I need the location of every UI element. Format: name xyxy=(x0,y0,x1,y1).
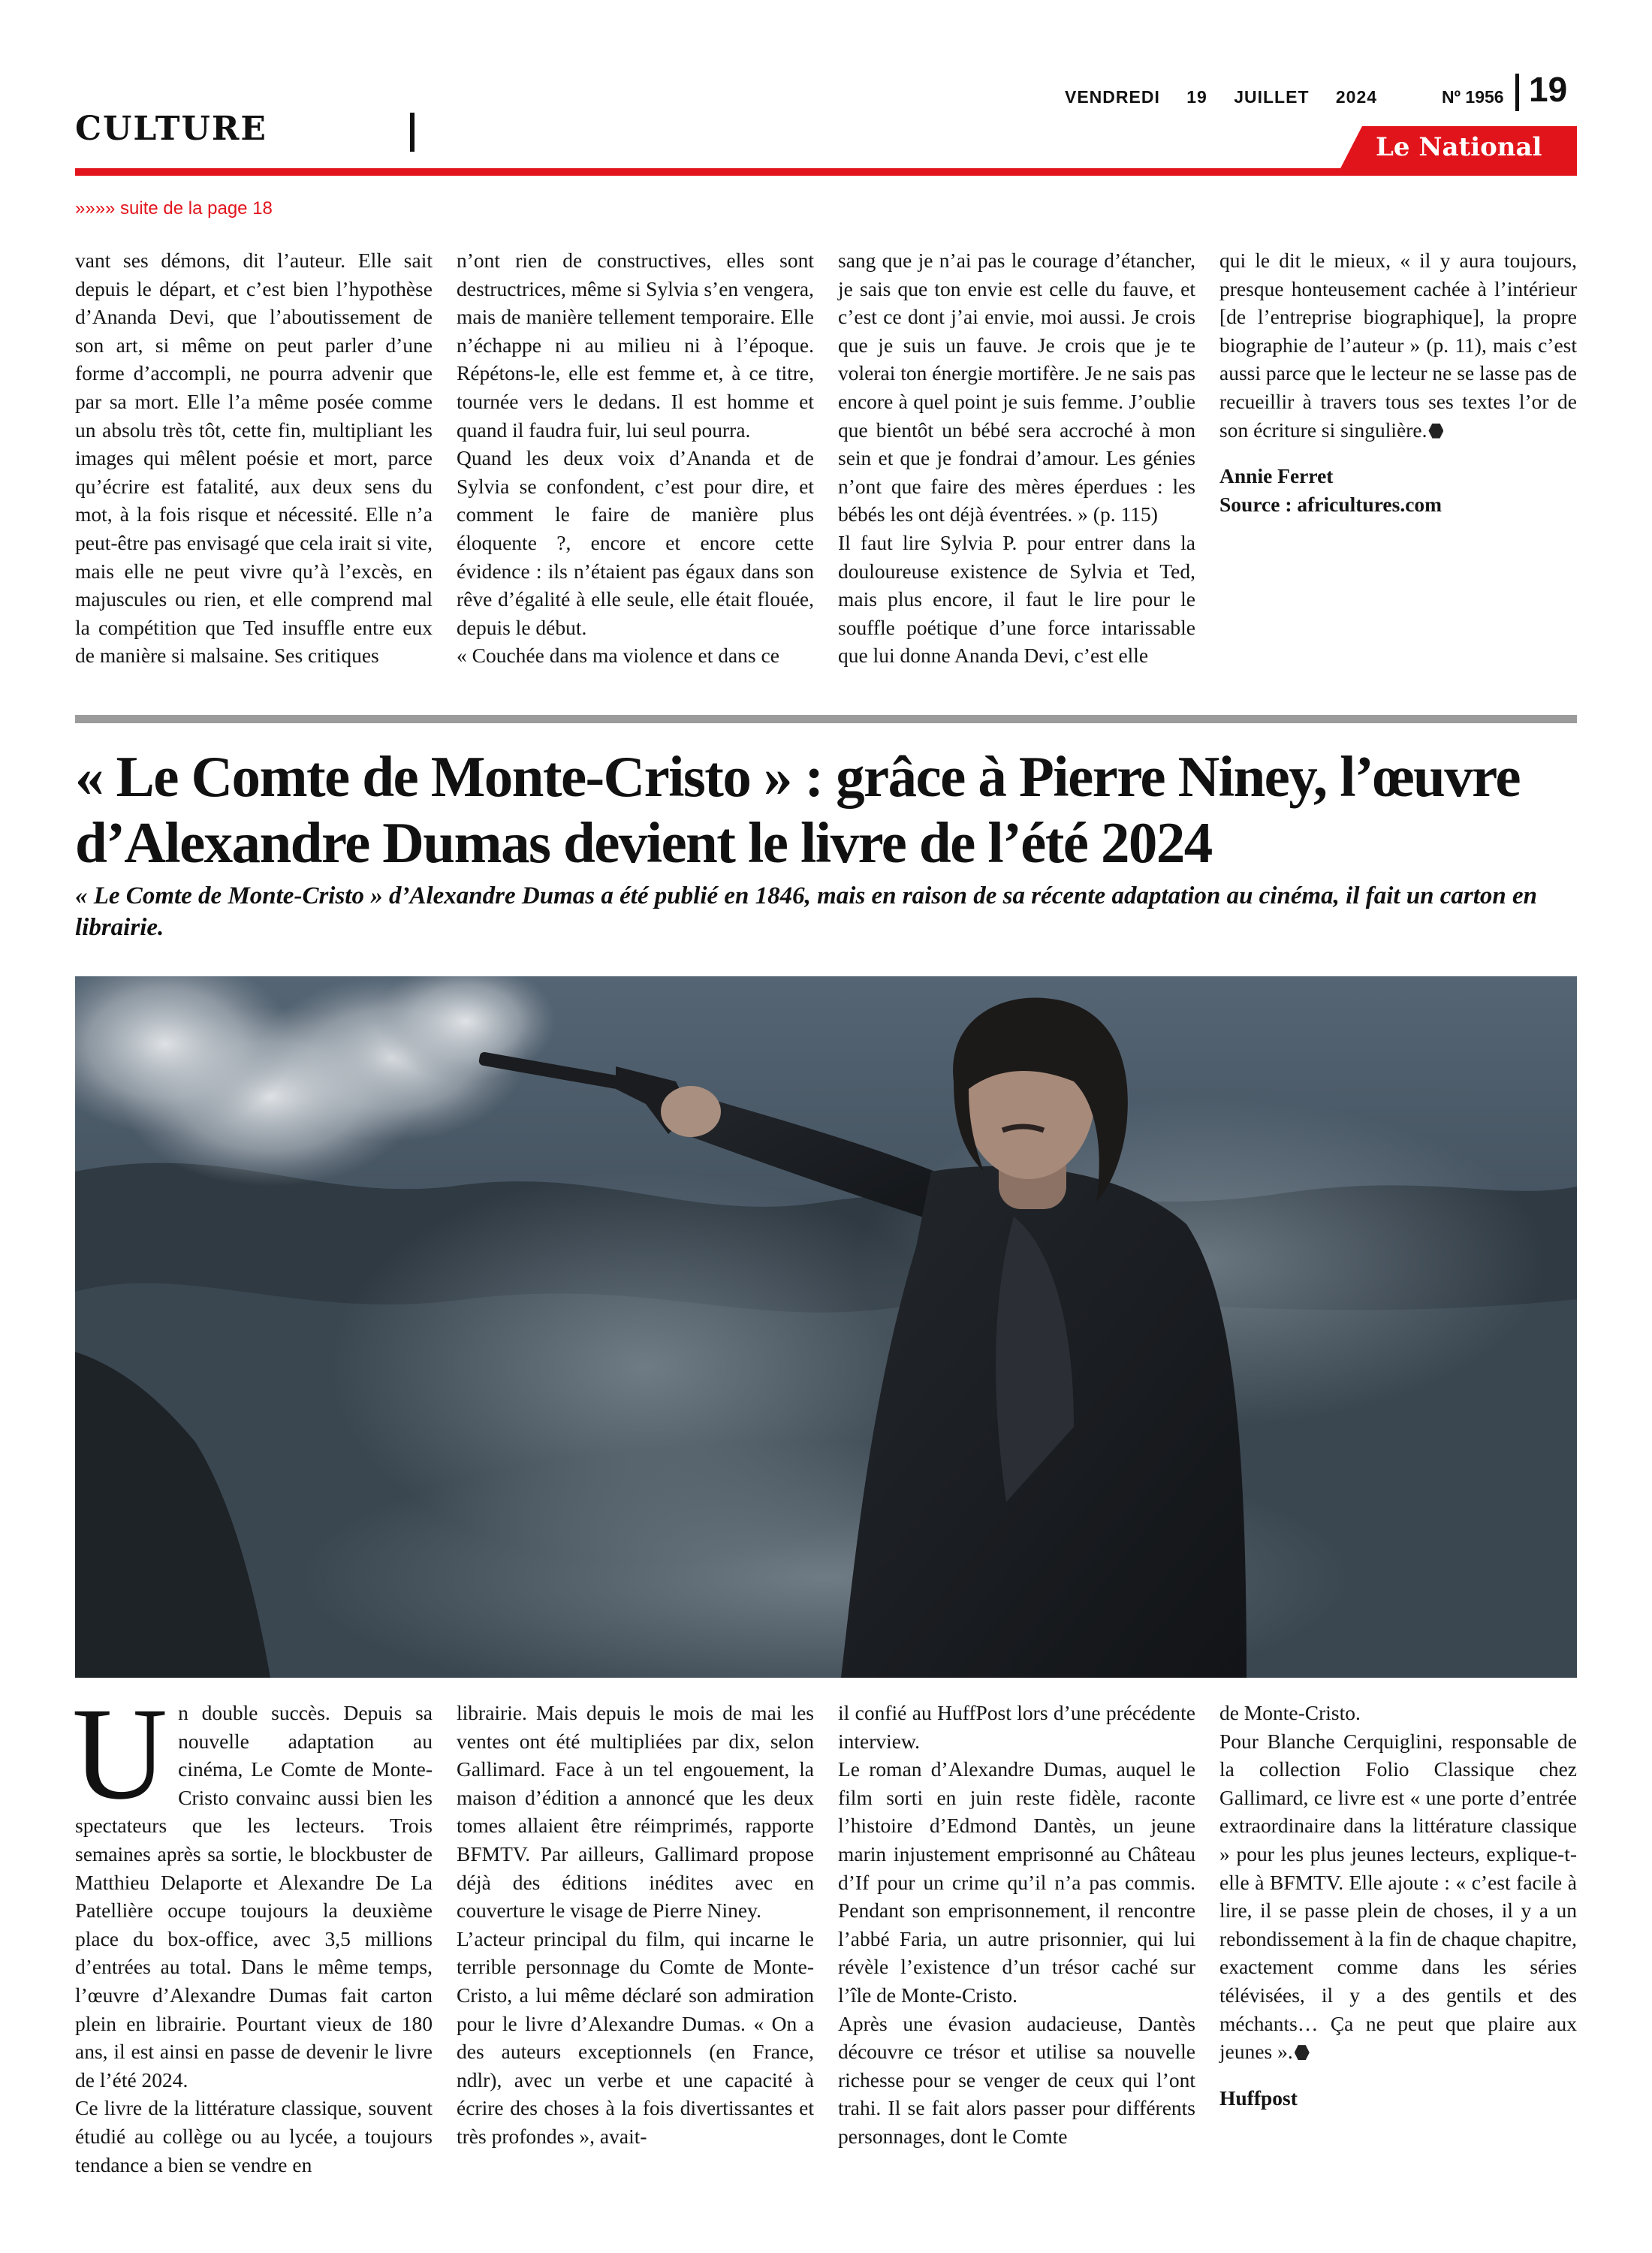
article-deck: « Le Comte de Monte-Cristo » d’Alexandre Dumas a été publié en 1846, mais en raison de sa récente adaptation au cinéma, il fait un carton en librairie. xyxy=(75,882,1538,941)
prev-paragraph-1b: n’ont rien de constructives, elles sont destructrices, même si Sylvia s’en vengera, mais de manière tellement temporaire. Elle n’échappe ni au milieu ni à l’époque. Répétons-le, elle est femme et, à ce titre, tournée vers le dedans. Il est homme et quand il faudra fuir, lui seul pourra. xyxy=(457,249,814,442)
continuation-link[interactable]: »»»» suite de la page 18 xyxy=(75,198,273,219)
article-paragraph-6: Pour Blanche Cerquiglini, responsable de la collection Folio Classique chez Gallimard, ce livre est « une porte d’entrée extraordinaire dans la littérature classique » pour les plus jeunes lecteurs, explique-t-elle à BFMTV. Elle ajoute : « c’est facile à lire, il se passe plein de choses, il y a un rebondissement à la fin de chaque chapitre, exactement comme dans les séries télévisées, il y a des gentils et des méchants… Ça ne peut que plaire aux jeunes ». xyxy=(1219,1729,1577,2064)
page-number: 19 xyxy=(1529,70,1568,109)
article-paragraph-3a: L’acteur principal du film, qui incarne le terrible personnage du Comte de Monte-Cristo, a lui même déclaré son admiration pour le livre d’Alexandre Dumas. « On a des auteurs exceptionnels (en France, ndlr), avec un verbe et une capacité à écrire des choses à la fois divertissantes et très profondes », avait- xyxy=(457,1926,814,2148)
prev-author: Annie Ferret xyxy=(1219,464,1334,488)
prev-article-column-4 xyxy=(1219,246,1577,518)
article-column-4 xyxy=(1219,1699,1577,2112)
article-headline: « Le Comte de Monte-Cristo » : grâce à Pierre Niney, l’œuvre d’Alexandre Dumas devient le livre de l’été 2024 xyxy=(75,744,1520,875)
page-number-divider xyxy=(1515,74,1519,111)
article-photo xyxy=(75,976,1577,1678)
prev-paragraph-3a: « Couchée dans ma violence et dans ce xyxy=(457,644,779,668)
section-label: CULTURE xyxy=(75,110,267,148)
article-source: Huffpost xyxy=(1219,2086,1298,2110)
prev-paragraph-4b: qui le dit le mieux, « il y aura toujours, presque honteusement cachée à l’intérieur [de l’entreprise biographique], la propre biographie de l’auteur » (p. 11), mais c’est aussi parce que le lecteur ne se lasse pas de recueillir à travers tous ses textes l’or de son écriture si singulière. xyxy=(1219,249,1577,442)
prev-paragraph-4a: Il faut lire Sylvia P. pour entrer dans la douloureuse existence de Sylvia et Ted, mais plus encore, il faut le lire pour le souffle poétique d’une force intarissable que lui donne Ananda Devi, c’est elle xyxy=(838,530,1195,668)
prev-source: Source : africultures.com xyxy=(1219,492,1442,516)
article-paragraph-2a: Ce livre de la littérature classique, souvent étudié au collège ou au lycée, a toujours tendance a bien se vendre en xyxy=(75,2096,433,2176)
article-paragraph-5a: Après une évasion audacieuse, Dantès découvre ce trésor et utilise sa nouvelle richesse pour se venger de ceux qui l’ont trahi. Il se fait alors passer pour différents personnages, dont le Comte xyxy=(838,2011,1195,2148)
article-paragraph-4: Le roman d’Alexandre Dumas, auquel le film sorti en juin reste fidèle, raconte l’histoire d’Edmond Dantès, un jeune marin injustement emprisonné au Château d’If pour un crime qu’il n’a pas commis. Pendant son emprisonnement, il rencontre l’abbé Faria, un autre prisonnier, qui lui révèle l’existence d’un trésor caché sur l’île de Monte-Cristo. xyxy=(838,1757,1195,2007)
article-column-1 xyxy=(72,1681,433,2179)
article-paragraph-2b: librairie. Mais depuis le mois de mai les ventes ont été multipliées par dix, selon Gallimard. Face à un tel engouement, la maison d’édition a annoncé que les deux tomes allaient être réimprimés, rapporte BFMTV. Par ailleurs, Gallimard propose déjà des éditions inédites avec en couverture le visage de Pierre Niney. xyxy=(457,1701,814,1923)
header-rule xyxy=(75,168,1577,176)
article-paragraph-5b: de Monte-Cristo. xyxy=(1219,1701,1361,1724)
section-divider xyxy=(410,113,415,152)
prev-article-column-2 xyxy=(457,246,814,670)
prev-article-column-1 xyxy=(75,246,433,670)
issue-number: Nº 1956 xyxy=(1442,87,1504,107)
drop-cap: U xyxy=(72,1681,168,1827)
prev-paragraph-3b: sang que je n’ai pas le courage d’étancher, je sais que ton envie est celle du fauve, et c’est ce dont j’ai envie, moi aussi. Je crois que je suis un fauve. Je crois que je te volerai ton énergie mortifère. Je ne sais pas encore à quel point je suis femme. J’oublie que bientôt un bébé sera accroché à mon sein et que je fondrai d’amour. Les génies n’ont que faire des mères éperdues : les bébés les ont déjà éventrées. » (p. 115) xyxy=(838,249,1195,526)
article-paragraph-1: Un double succès. Depuis sa nouvelle adaptation au cinéma, Le Comte de Monte-Cristo convainc aussi bien les spectateurs que les lecteurs. Trois semaines après sa sortie, le blockbuster de Matthieu Delaporte et Alexandre De La Patellière occupe toujours la deuxième place du box-office, avec 3,5 millions d’entrées au total. Dans le même temps, l’œuvre d’Alexandre Dumas fait carton plein en librairie. Pourtant vieux de 180 ans, il est ainsi en passe de devenir le livre de l’été 2024. xyxy=(72,1681,433,2092)
prev-paragraph-1a: vant ses démons, dit l’auteur. Elle sait depuis le départ, et c’est bien l’hypothèse d’Ananda Devi, que l’aboutissement de son art, si même on peut parler d’une forme d’accompli, ne pourra advenir que par sa mort. Elle l’a même posée comme un absolu très tôt, cette fin, multipliant les images qui mêlent poésie et mort, parce qu’écrire est fatalité, aux deux sens du mot, à la fois risque et nécessité. Elle n’a peut-être pas envisagé que cela irait si vite, mais elle ne peut vivre qu’à l’excès, en majuscules ou rien, et elle comprend mal la compétition que Ted insuffle entre eux de manière si malsaine. Ses critiques xyxy=(75,249,433,668)
prev-paragraph-2: Quand les deux voix d’Ananda et de Sylvia se confondent, c’est pour dire, et comment le faire de manière plus éloquente ?, encore et encore cette évidence : ils n’étaient pas égaux dans son rêve d’égalité à elle seule, elle était flouée, depuis le début. xyxy=(457,446,814,639)
prev-article-column-3 xyxy=(838,246,1195,670)
article-separator xyxy=(75,715,1577,723)
end-of-article-icon xyxy=(1295,2045,1310,2060)
article-column-2 xyxy=(457,1699,814,2151)
dateline: VENDREDI 19 JUILLET 2024 xyxy=(1065,87,1378,107)
end-of-article-icon xyxy=(1428,424,1443,439)
article-paragraph-3b: il confié au HuffPost lors d’une précédente interview. xyxy=(838,1701,1195,1753)
brand-name: Le National xyxy=(1376,132,1542,162)
article-column-3 xyxy=(838,1699,1195,2151)
